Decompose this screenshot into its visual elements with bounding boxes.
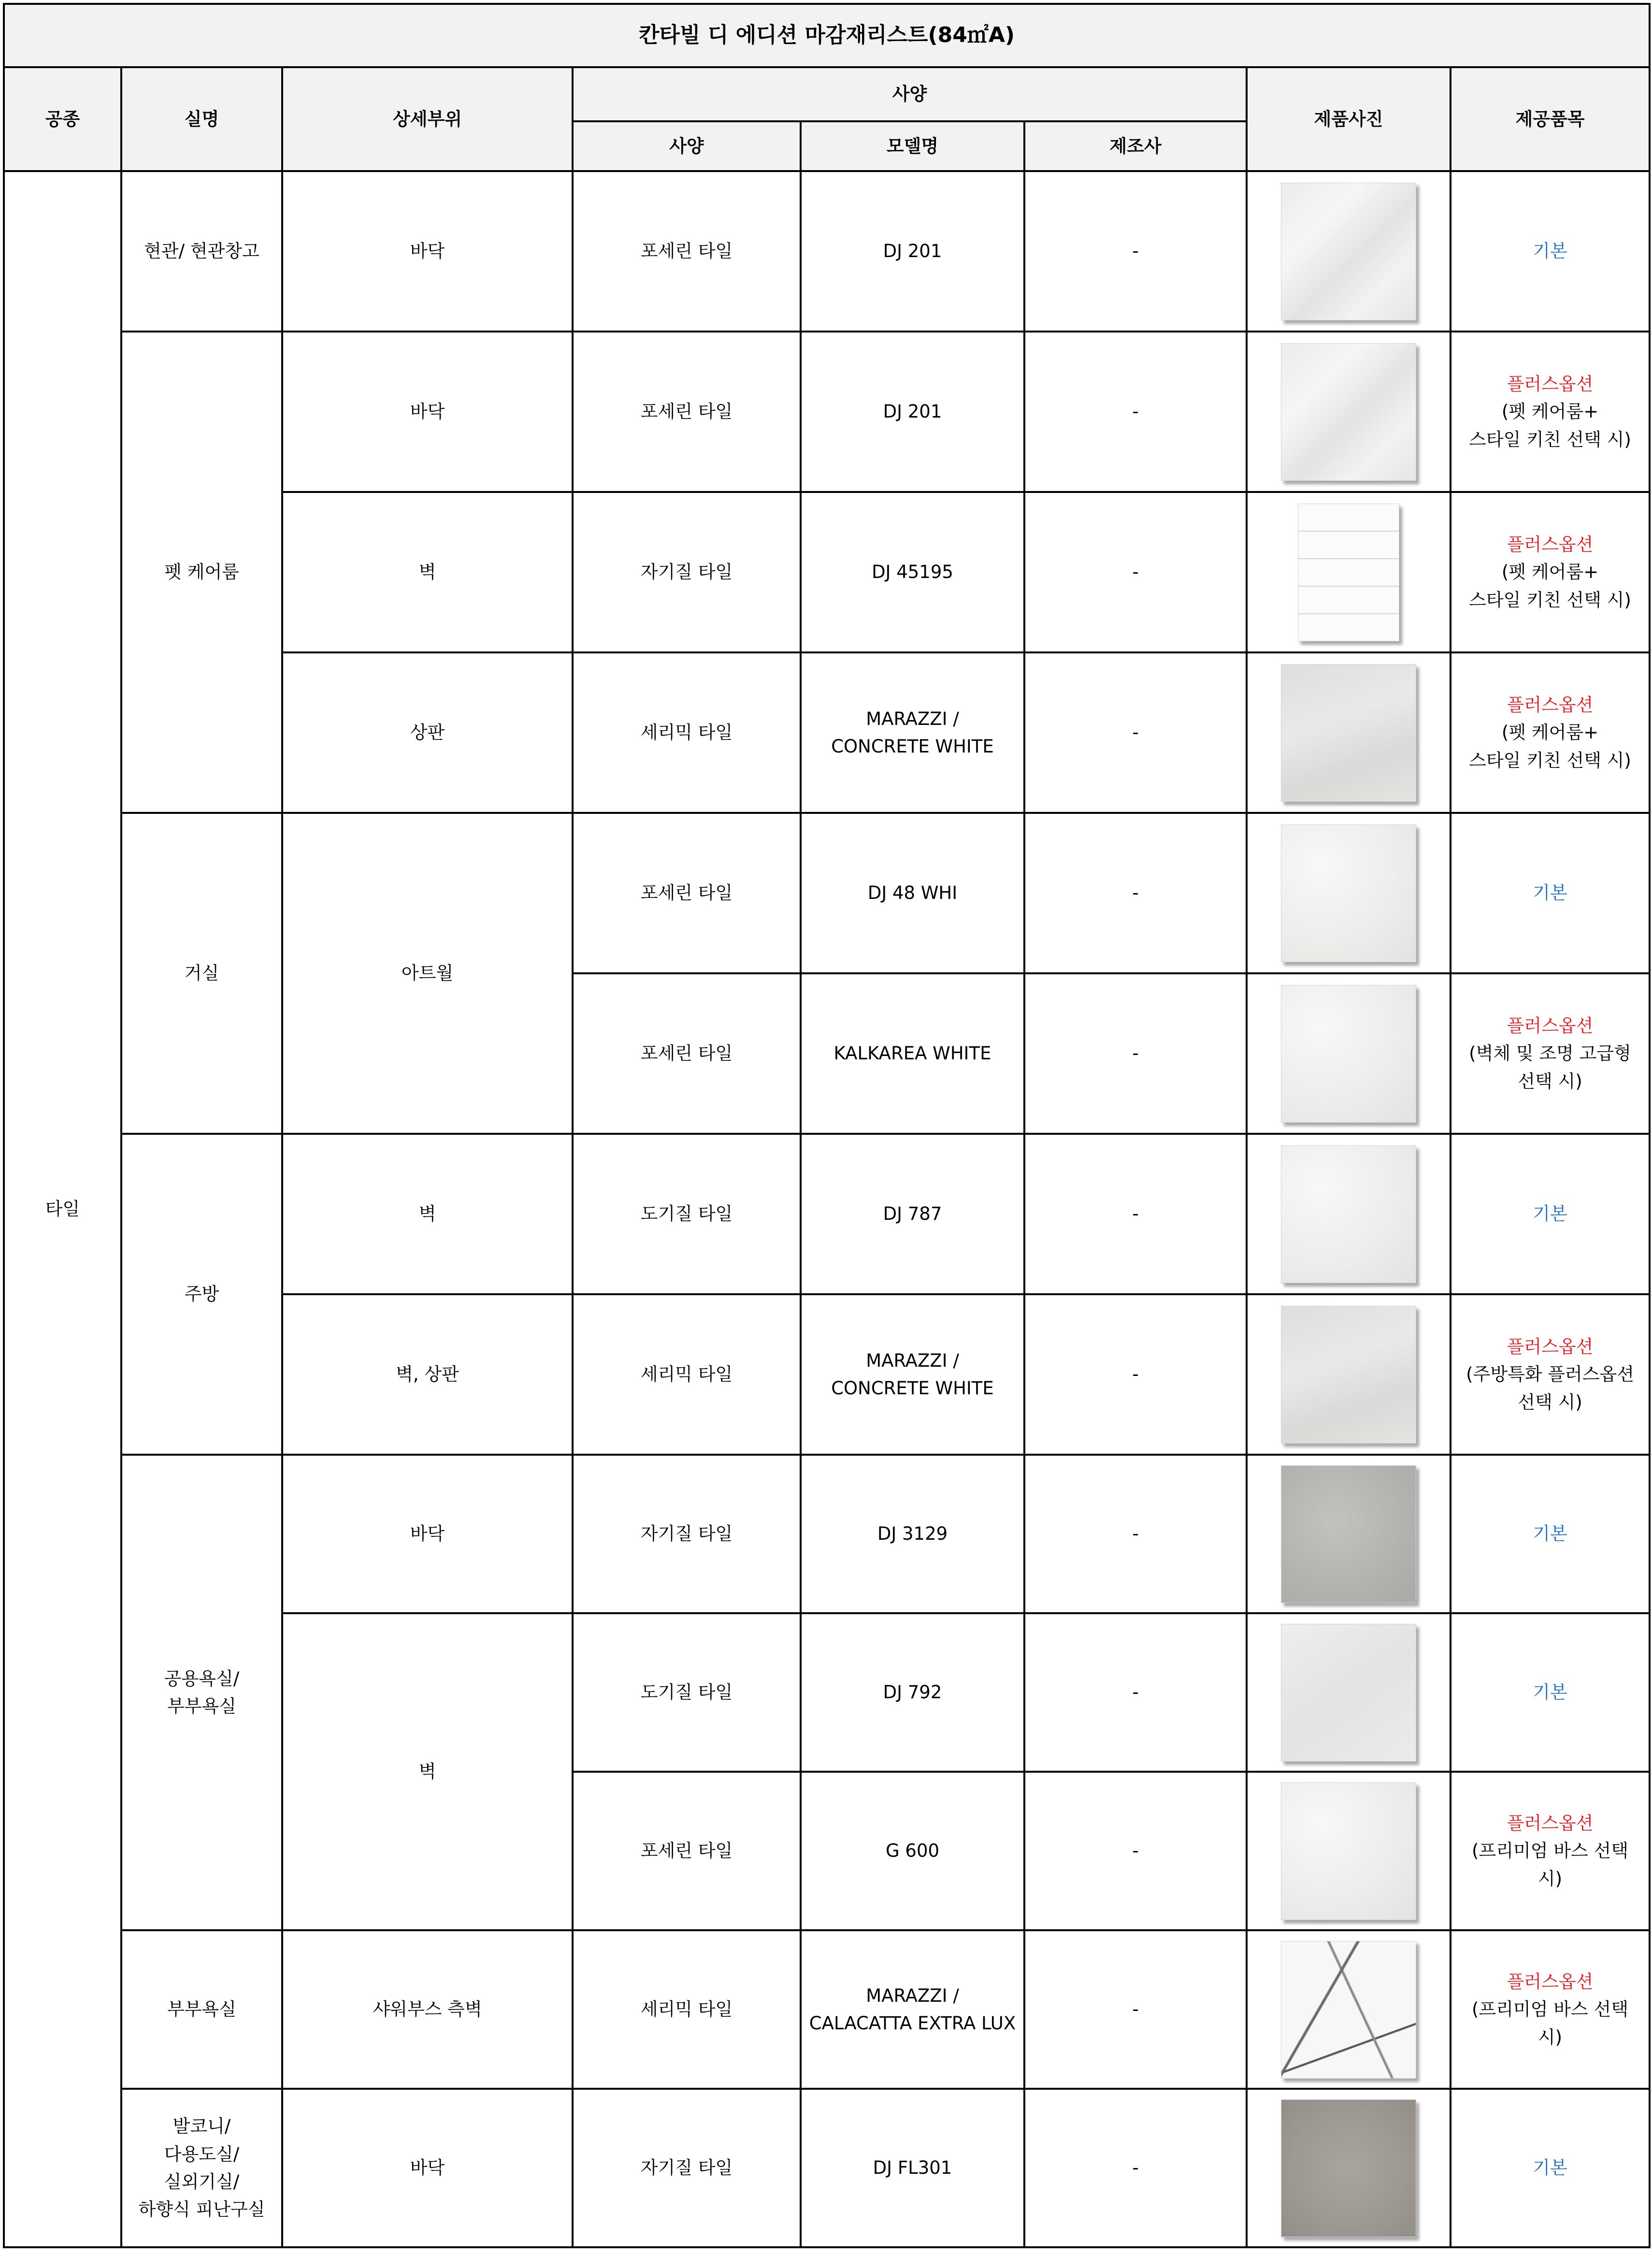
- spec-cell: 포세린 타일: [573, 813, 801, 973]
- maker-cell: -: [1024, 1613, 1247, 1772]
- supply-condition-line: (벽체 및 조명 고급형: [1469, 1043, 1631, 1064]
- supply-cell: [1451, 171, 1650, 332]
- gray-stone-icon: [1281, 1465, 1416, 1603]
- maker-cell: -: [1024, 1294, 1247, 1455]
- header-trade: 공종: [4, 67, 121, 171]
- marble-tile-icon: [1281, 1941, 1416, 2079]
- room-cell-kitchen: 주방: [121, 1134, 282, 1455]
- detail-cell: 벽: [282, 1134, 573, 1294]
- model-cell: [801, 652, 1024, 813]
- spec-cell: 포세린 타일: [573, 332, 801, 492]
- room-line: 실외기실/: [164, 2171, 240, 2192]
- supply-basic-label: 기본: [1533, 1203, 1567, 1225]
- table-row: [4, 1134, 1650, 1294]
- detail-cell: 바닥: [282, 171, 573, 332]
- header-photo: 제품사진: [1247, 67, 1451, 171]
- table-row: [4, 171, 1650, 332]
- maker-cell: -: [1024, 492, 1247, 652]
- detail-cell: 바닥: [282, 332, 573, 492]
- supply-plus-label: 플러스옵션: [1507, 1336, 1594, 1357]
- photo-cell: [1247, 1294, 1451, 1455]
- supply-cell: [1451, 492, 1650, 652]
- photo-cell: [1247, 1930, 1451, 2089]
- supply-cell: [1451, 1455, 1650, 1613]
- white-stone-icon: [1281, 985, 1416, 1123]
- table-row: [4, 1455, 1650, 1613]
- photo-cell: [1247, 171, 1451, 332]
- spec-cell: 자기질 타일: [573, 1455, 801, 1613]
- header-maker: 제조사: [1024, 121, 1247, 171]
- spec-cell: 세리믹 타일: [573, 1294, 801, 1455]
- spec-cell: 포세린 타일: [573, 1772, 801, 1930]
- detail-cell: 상판: [282, 652, 573, 813]
- supply-condition-line: (펫 케어룸+: [1501, 722, 1599, 743]
- supply-plus-label: 플러스옵션: [1507, 1971, 1594, 1992]
- model-cell: DJ 201: [801, 171, 1024, 332]
- model-cell: [801, 1294, 1024, 1455]
- spec-cell: 자기질 타일: [573, 492, 801, 652]
- supply-plus-label: 플러스옵션: [1507, 1812, 1594, 1834]
- supply-cell: [1451, 2089, 1650, 2247]
- supply-condition-line: 스타일 키친 선택 시): [1469, 750, 1631, 771]
- photo-cell: [1247, 1455, 1451, 1613]
- supply-basic-label: 기본: [1533, 882, 1567, 904]
- supply-cell: [1451, 973, 1650, 1134]
- table-row: [4, 2089, 1650, 2247]
- model-cell: DJ 792: [801, 1613, 1024, 1772]
- detail-cell: 벽, 상판: [282, 1294, 573, 1455]
- header-model: 모델명: [801, 121, 1024, 171]
- dark-gray-stone-icon: [1281, 2099, 1416, 2237]
- supply-plus-label: 플러스옵션: [1507, 534, 1594, 555]
- supply-cell: [1451, 1930, 1650, 2089]
- light-gray-tile-icon: [1281, 1624, 1416, 1762]
- model-cell: DJ 3129: [801, 1455, 1024, 1613]
- detail-cell: 바닥: [282, 1455, 573, 1613]
- header-spec-group: 사양: [573, 67, 1247, 121]
- supply-basic-label: 기본: [1533, 241, 1567, 262]
- maker-cell: -: [1024, 1930, 1247, 2089]
- supply-condition-line: 시): [1537, 1868, 1563, 1889]
- supply-basic-label: 기본: [1533, 1523, 1567, 1545]
- maker-cell: -: [1024, 1134, 1247, 1294]
- model-cell: KALKAREA WHITE: [801, 973, 1024, 1134]
- photo-cell: [1247, 332, 1451, 492]
- detail-cell: 벽: [282, 492, 573, 652]
- table-row: [4, 813, 1650, 973]
- room-cell-bath: [121, 1455, 282, 1930]
- model-line: CALACATTA EXTRA LUX: [809, 2013, 1016, 2034]
- maker-cell: -: [1024, 332, 1247, 492]
- table-row: [4, 1930, 1650, 2089]
- supply-condition-line: 선택 시): [1518, 1070, 1582, 1092]
- supply-cell: [1451, 1613, 1650, 1772]
- room-line: 공용욕실/: [164, 1668, 240, 1689]
- supply-plus-label: 플러스옵션: [1507, 1015, 1594, 1036]
- room-line: 발코니/: [172, 2116, 231, 2137]
- spec-cell: 포세린 타일: [573, 171, 801, 332]
- photo-cell: [1247, 1134, 1451, 1294]
- finish-material-table: [3, 3, 1651, 2248]
- supply-cell: [1451, 332, 1650, 492]
- supply-condition-line: 선택 시): [1518, 1391, 1582, 1413]
- room-cell-balcony: [121, 2089, 282, 2247]
- model-cell: DJ FL301: [801, 2089, 1024, 2247]
- photo-cell: [1247, 813, 1451, 973]
- header-detail: 상세부위: [282, 67, 573, 171]
- spec-cell: 자기질 타일: [573, 2089, 801, 2247]
- photo-cell: [1247, 1613, 1451, 1772]
- room-line: 하향식 피난구실: [138, 2199, 265, 2220]
- model-line: MARAZZI /: [866, 1985, 959, 2006]
- supply-cell: [1451, 1294, 1650, 1455]
- detail-cell: 샤워부스 측벽: [282, 1930, 573, 2089]
- room-cell-master-bath: 부부욕실: [121, 1930, 282, 2089]
- room-cell-petcare: 펫 케어룸: [121, 332, 282, 813]
- maker-cell: -: [1024, 973, 1247, 1134]
- room-cell-entrance: 현관/ 현관창고: [121, 171, 282, 332]
- document-title: 칸타빌 디 에디션 마감재리스트(84㎡A): [4, 4, 1650, 67]
- room-cell-living: 거실: [121, 813, 282, 1134]
- maker-cell: -: [1024, 1772, 1247, 1930]
- supply-cell: [1451, 813, 1650, 973]
- maker-cell: -: [1024, 2089, 1247, 2247]
- model-cell: G 600: [801, 1772, 1024, 1930]
- model-line: MARAZZI /: [866, 708, 959, 729]
- supply-cell: [1451, 652, 1650, 813]
- supply-condition-line: (펫 케어룸+: [1501, 562, 1599, 583]
- supply-condition-line: (펫 케어룸+: [1501, 401, 1599, 422]
- model-cell: DJ 201: [801, 332, 1024, 492]
- model-cell: DJ 787: [801, 1134, 1024, 1294]
- model-line: MARAZZI /: [866, 1350, 959, 1371]
- maker-cell: -: [1024, 171, 1247, 332]
- concrete-tile-icon: [1281, 664, 1416, 802]
- light-marble-icon: [1281, 183, 1416, 320]
- spec-cell: 세리믹 타일: [573, 1930, 801, 2089]
- model-cell: DJ 45195: [801, 492, 1024, 652]
- model-cell: [801, 1930, 1024, 2089]
- detail-cell: 아트월: [282, 813, 573, 1134]
- trade-cell: 타일: [4, 171, 121, 2247]
- spec-cell: 세리믹 타일: [573, 652, 801, 813]
- supply-condition-line: (프리미엄 바스 선택: [1472, 1999, 1628, 2020]
- model-line: CONCRETE WHITE: [831, 1378, 994, 1399]
- photo-cell: [1247, 1772, 1451, 1930]
- table-row: [4, 332, 1650, 492]
- header-supply: 제공품목: [1451, 67, 1650, 171]
- maker-cell: -: [1024, 1455, 1247, 1613]
- supply-plus-label: 플러스옵션: [1507, 694, 1594, 715]
- supply-cell: [1451, 1772, 1650, 1930]
- supply-basic-label: 기본: [1533, 2157, 1567, 2179]
- spec-cell: 도기질 타일: [573, 1134, 801, 1294]
- supply-condition-line: (프리미엄 바스 선택: [1472, 1840, 1628, 1862]
- white-stone-icon: [1281, 1145, 1416, 1283]
- supply-cell: [1451, 1134, 1650, 1294]
- spec-cell: 도기질 타일: [573, 1613, 801, 1772]
- supply-condition-line: 시): [1537, 2026, 1563, 2048]
- photo-cell: [1247, 652, 1451, 813]
- room-line: 다용도실/: [164, 2143, 240, 2165]
- supply-condition-line: (주방특화 플러스옵션: [1466, 1364, 1634, 1385]
- concrete-tile-icon: [1281, 1306, 1416, 1444]
- supply-basic-label: 기본: [1533, 1682, 1567, 1703]
- photo-cell: [1247, 492, 1451, 652]
- white-stone-icon: [1281, 1782, 1416, 1920]
- detail-cell: 바닥: [282, 2089, 573, 2247]
- model-line: CONCRETE WHITE: [831, 736, 994, 757]
- photo-cell: [1247, 973, 1451, 1134]
- white-stone-icon: [1281, 824, 1416, 962]
- header-spec: 사양: [573, 121, 801, 171]
- spec-cell: 포세린 타일: [573, 973, 801, 1134]
- light-marble-icon: [1281, 343, 1416, 481]
- maker-cell: -: [1024, 652, 1247, 813]
- supply-condition-line: 스타일 키친 선택 시): [1469, 429, 1631, 450]
- maker-cell: -: [1024, 813, 1247, 973]
- supply-condition-line: 스타일 키친 선택 시): [1469, 589, 1631, 610]
- photo-cell: [1247, 2089, 1451, 2247]
- model-cell: DJ 48 WHI: [801, 813, 1024, 973]
- detail-cell: 벽: [282, 1613, 573, 1930]
- white-lined-tile-icon: [1298, 504, 1399, 641]
- supply-plus-label: 플러스옵션: [1507, 373, 1594, 394]
- header-room: 실명: [121, 67, 282, 171]
- room-line: 부부욕실: [167, 1696, 236, 1717]
